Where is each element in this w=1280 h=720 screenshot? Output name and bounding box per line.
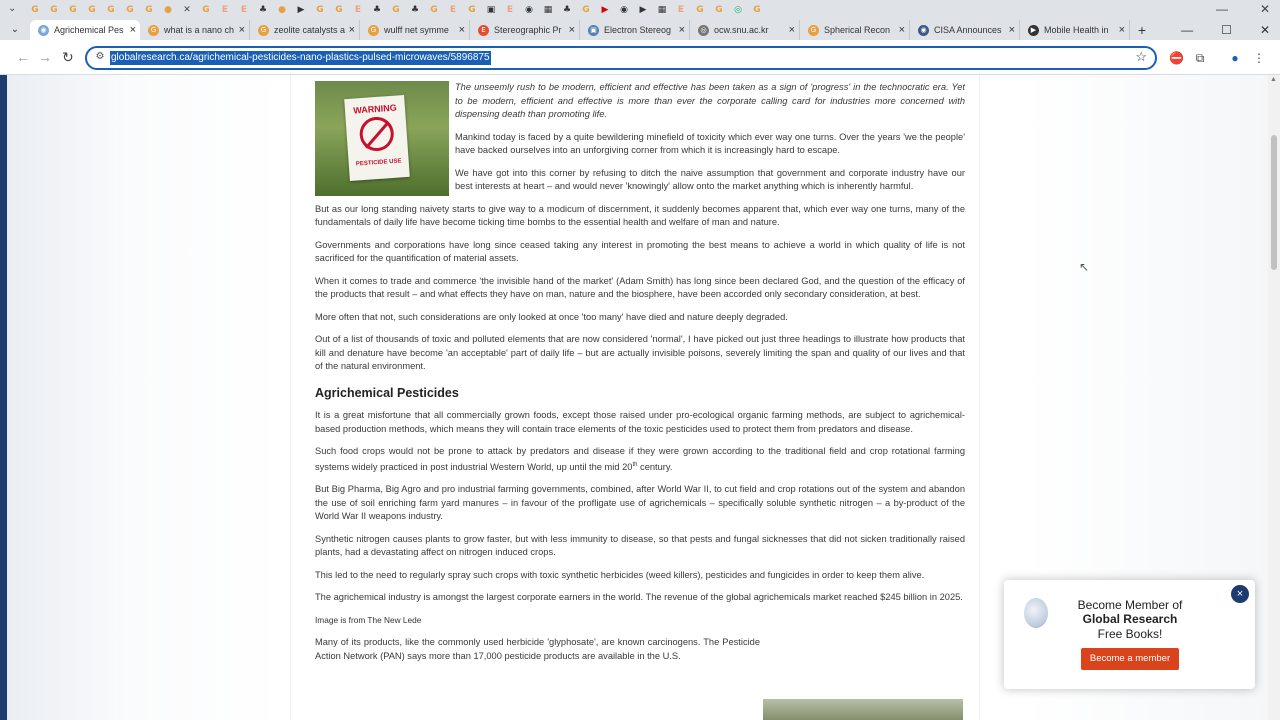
new-tab-button[interactable]: + <box>1137 22 1147 38</box>
tab-close-icon[interactable]: × <box>568 24 575 36</box>
tab-title: Stereographic Pr <box>494 25 562 35</box>
google-icon[interactable]: G <box>50 5 58 15</box>
back-button[interactable]: ← <box>16 49 30 65</box>
tab-title: Agrichemical Pes <box>54 25 124 35</box>
tab-title: wulff net symme <box>384 25 449 35</box>
orange-icon[interactable]: ● <box>278 5 286 15</box>
sign-sub-text: PESTICIDE USE <box>355 158 402 168</box>
article-paragraph: Synthetic nitrogen causes plants to grow faster, but with less immunity to disease, so that pests and fungal sicknesses that did not sicken traditionally raised plants, had a devastating affect on nitrogen induced crops. <box>315 533 965 558</box>
pinned-tabs-strip <box>0 0 1280 20</box>
tab-10[interactable] <box>1020 20 1130 40</box>
close-icon[interactable]: ✕ <box>1259 2 1270 16</box>
tab-6[interactable] <box>580 20 690 40</box>
doc-icon[interactable]: ▣ <box>486 5 496 15</box>
x-icon[interactable]: ✕ <box>183 5 191 15</box>
elsevier-icon[interactable]: E <box>240 5 248 15</box>
more-menu-icon[interactable]: ⋮ <box>1253 51 1265 65</box>
tab-title: Electron Stereog <box>604 25 672 35</box>
google-icon[interactable]: G <box>69 5 77 15</box>
tab-close-icon[interactable]: × <box>678 24 685 36</box>
google-icon: G <box>808 25 819 36</box>
article-paragraph: But as our long standing naivety starts to give way to a modicum of discernment, it suddenly becomes apparent that, which ever way one turns, many of the fundamentals of daily life have become ticking time bombs to the essential health and welfare of man and nature. <box>315 203 965 227</box>
url-text[interactable]: globalresearch.ca/agrichemical-pesticides-nano-plastics-pulsed-microwaves/5896875 <box>111 52 490 63</box>
article-paragraph: When it comes to trade and commerce 'the invisible hand of the market' (Adam Smith) has long since been declared God, and the question of the efficacy of the products that result – and what effects they have on man, nature and the biosphere, have been accorded only secondary consideration, at best. <box>315 275 965 299</box>
sign-warning-text: WARNING <box>352 102 398 116</box>
tab-close-icon[interactable]: × <box>238 24 245 36</box>
tab-bar <box>0 20 1280 40</box>
scrollbar-thumb[interactable] <box>1271 135 1277 270</box>
article-paragraph: Governments and corporations have long since ceased taking any interest in promoting the best means to achieve a world in which quality of life is not sacrificed for the quantification of material assets. <box>315 239 965 263</box>
window-controls-top <box>1216 2 1270 16</box>
globe-icon[interactable]: ◉ <box>525 5 533 15</box>
elsevier-icon[interactable]: E <box>354 5 362 15</box>
mouse-cursor-icon: ↖ <box>1079 260 1090 274</box>
google-icon[interactable]: G <box>430 5 438 15</box>
profile-avatar-icon[interactable]: ● <box>1231 51 1239 65</box>
bookmark-star-icon[interactable]: ☆ <box>1135 49 1147 64</box>
section-heading: Agrichemical Pesticides <box>315 385 459 400</box>
doc-icon[interactable]: ▶ <box>297 5 305 15</box>
globe-icon[interactable]: ◉ <box>620 5 628 15</box>
elsevier-icon[interactable]: E <box>221 5 229 15</box>
tab-close-icon[interactable]: × <box>348 24 355 36</box>
article-column <box>290 75 980 720</box>
google-icon[interactable]: G <box>202 5 210 15</box>
tab-title: Mobile Health in <box>1044 25 1109 35</box>
tab-title: zeolite catalysts a <box>274 25 345 35</box>
adblock-extension-icon[interactable]: ⛔ <box>1169 51 1184 65</box>
tab-title: CISA Announces <box>934 25 1002 35</box>
extensions-puzzle-icon[interactable]: ⧉ <box>1195 51 1205 65</box>
globe-icon: ◉ <box>38 25 49 36</box>
article-body <box>315 81 965 672</box>
youtube-icon[interactable]: ▶ <box>601 5 609 15</box>
google-icon[interactable]: G <box>31 5 39 15</box>
article-paragraph: The unseemly rush to be modern, efficient and effective has been taken as a sign of 'progress' in the technocratic era. Yet to be modern, efficient and effective is more than ever the corporate calling card for industries more concerned with dispensing death than promoting life. <box>455 82 965 119</box>
doc-icon: ▶ <box>1028 25 1039 36</box>
link-icon[interactable]: ♣ <box>410 5 420 15</box>
elsevier-icon[interactable]: E <box>677 5 685 15</box>
google-icon: G <box>258 25 269 36</box>
article-paragraph: But Big Pharma, Big Agro and pro industrial farming governments, combined, after World War II, to cut field and crop rotations out of the system and abandon the use of soil enriching farm yard manures – in favour of the profligate use of agrichemicals – specifically soluble synthetic nitrogen – a by-product of the World War II weapons industry. <box>315 484 965 522</box>
elsevier-icon: E <box>478 25 489 36</box>
tab-1[interactable] <box>30 20 140 40</box>
article-paragraph: This led to the need to regularly spray such crops with toxic synthetic herbicides (weed killers), pesticides and fungicides in order to keep them alive. <box>315 569 925 580</box>
link-icon[interactable]: ♣ <box>372 5 382 15</box>
tab-list-chevron-icon[interactable]: ⌄ <box>10 24 20 35</box>
chrome-icon[interactable]: ◎ <box>734 5 742 15</box>
image-caption: Image is from The New Lede <box>315 614 422 625</box>
google-icon[interactable]: G <box>88 5 96 15</box>
tab-close-icon[interactable]: × <box>1118 24 1125 36</box>
scroll-up-icon[interactable]: ▲ <box>1270 76 1277 83</box>
google-icon[interactable]: G <box>335 5 343 15</box>
article-paragraph: The agrichemical industry is amongst the largest corporate earners in the world. The revenue of the global agrichemicals market reached $245 billion in 2025. <box>315 592 963 603</box>
page-scrollbar[interactable] <box>1268 75 1280 720</box>
become-member-button[interactable]: Become a member <box>1081 648 1179 670</box>
globe-icon: ◉ <box>918 25 929 36</box>
tab-close-icon[interactable]: × <box>1008 24 1015 36</box>
article-paragraph: Many of its products, like the commonly used herbicide 'glyphosate', are known carcinogens. The Pesticide Action Network (PAN) says more than 17,000 pesticide products are available in the U.S. <box>315 637 760 661</box>
tab-2[interactable] <box>140 20 250 40</box>
article-paragraph: It is a great misfortune that all commercially grown foods, except those raised under pro-ecological organic farming methods, are subject to agrichemical-based production methods, which means they will contain trace elements of the toxic pesticides used to protect them from predators and disease. <box>315 410 965 434</box>
left-sidebar-edge <box>0 75 7 720</box>
no-entry-icon <box>359 116 395 152</box>
window-controls <box>1181 20 1270 40</box>
tab-close-icon[interactable]: × <box>129 24 136 36</box>
tab-close-icon[interactable]: × <box>898 24 905 36</box>
tab-title: Spherical Recon <box>824 25 891 35</box>
article-image-new-lede <box>763 699 963 720</box>
tab-8[interactable] <box>800 20 910 40</box>
globe-icon: ◎ <box>698 25 709 36</box>
popup-line-2: Global Research <box>1082 612 1178 626</box>
google-icon[interactable]: G <box>145 5 153 15</box>
doc-icon[interactable]: ▦ <box>657 5 667 15</box>
site-info-icon[interactable]: ⚙ <box>95 51 105 62</box>
tab-search-chevron-icon[interactable]: ⌄ <box>8 3 17 14</box>
google-icon: G <box>148 25 159 36</box>
google-icon[interactable]: G <box>696 5 704 15</box>
orange-icon[interactable]: ● <box>164 5 172 15</box>
link-icon[interactable]: ♣ <box>562 5 572 15</box>
google-icon[interactable]: G <box>126 5 134 15</box>
tab-4[interactable] <box>360 20 470 40</box>
popup-close-button[interactable]: × <box>1231 585 1249 603</box>
globe-logo-icon <box>1024 598 1048 628</box>
elsevier-icon[interactable]: E <box>506 5 514 15</box>
google-icon[interactable]: G <box>715 5 723 15</box>
tab-close-icon[interactable]: × <box>788 24 795 36</box>
link-icon[interactable]: ♣ <box>258 5 268 15</box>
close-window-button[interactable]: ✕ <box>1259 23 1270 37</box>
popup-line-1: Become Member of <box>1077 598 1183 612</box>
tab-3[interactable] <box>250 20 360 40</box>
tab-5[interactable] <box>470 20 580 40</box>
browser-toolbar <box>0 40 1280 75</box>
doc-icon[interactable]: ▶ <box>639 5 647 15</box>
minimize-button[interactable]: — <box>1181 23 1194 37</box>
minimize-icon[interactable]: — <box>1215 2 1228 16</box>
google-icon[interactable]: G <box>392 5 400 15</box>
address-bar[interactable] <box>85 46 1157 70</box>
article-paragraph: More often that not, such considerations are only looked at once 'too many' have died and nature deeply degraded. <box>315 311 788 322</box>
google-icon[interactable]: G <box>316 5 324 15</box>
doc-icon: ▣ <box>588 25 599 36</box>
tab-close-icon[interactable]: × <box>458 24 465 36</box>
google-icon[interactable]: G <box>582 5 590 15</box>
popup-line-3: Free Books! <box>1097 627 1163 641</box>
google-icon[interactable]: G <box>468 5 476 15</box>
tab-7[interactable] <box>690 20 800 40</box>
article-paragraph: Mankind today is faced by a quite bewildering minefield of toxicity which ever way one turns. Over the years 'we the people' have backed ourselves into an unforgiving corner from which it is increasingly hard to escape. <box>455 131 965 155</box>
doc-icon[interactable]: ▦ <box>543 5 553 15</box>
membership-popup <box>1004 580 1255 689</box>
tab-title: what is a nano ch <box>164 25 235 35</box>
tab-title: ocw.snu.ac.kr <box>714 25 769 35</box>
pesticide-warning-image <box>315 81 449 196</box>
reload-button[interactable]: ↻ <box>62 49 74 65</box>
tab-9[interactable] <box>910 20 1020 40</box>
google-icon[interactable]: G <box>107 5 115 15</box>
google-icon: G <box>368 25 379 36</box>
article-paragraph: Out of a list of thousands of toxic and polluted elements that are now considered 'normal', I have picked out just three headings to illustrate how products that kill and denature have become 'an acceptable' part of daily life – but are actually invisible poisons, severely limiting the span and quality of our lives and that of the natural environment. <box>315 334 965 371</box>
elsevier-icon[interactable]: E <box>449 5 457 15</box>
google-icon[interactable]: G <box>753 5 761 15</box>
warning-sign <box>344 95 410 181</box>
article-paragraph: We have got into this corner by refusing to ditch the naive assumption that government and corporate industry have our best interests at heart – and would never 'knowingly' allow onto the market anything which is inherently harmful. <box>455 167 965 191</box>
article-paragraph: Such food crops would not be prone to attack by predators and disease if they were grown according to the traditional field and crop rotational farming systems widely practiced in post industrial Western World, up until the mid 20th century. <box>315 446 965 472</box>
maximize-button[interactable]: ☐ <box>1221 23 1232 37</box>
forward-button[interactable]: → <box>38 49 52 65</box>
